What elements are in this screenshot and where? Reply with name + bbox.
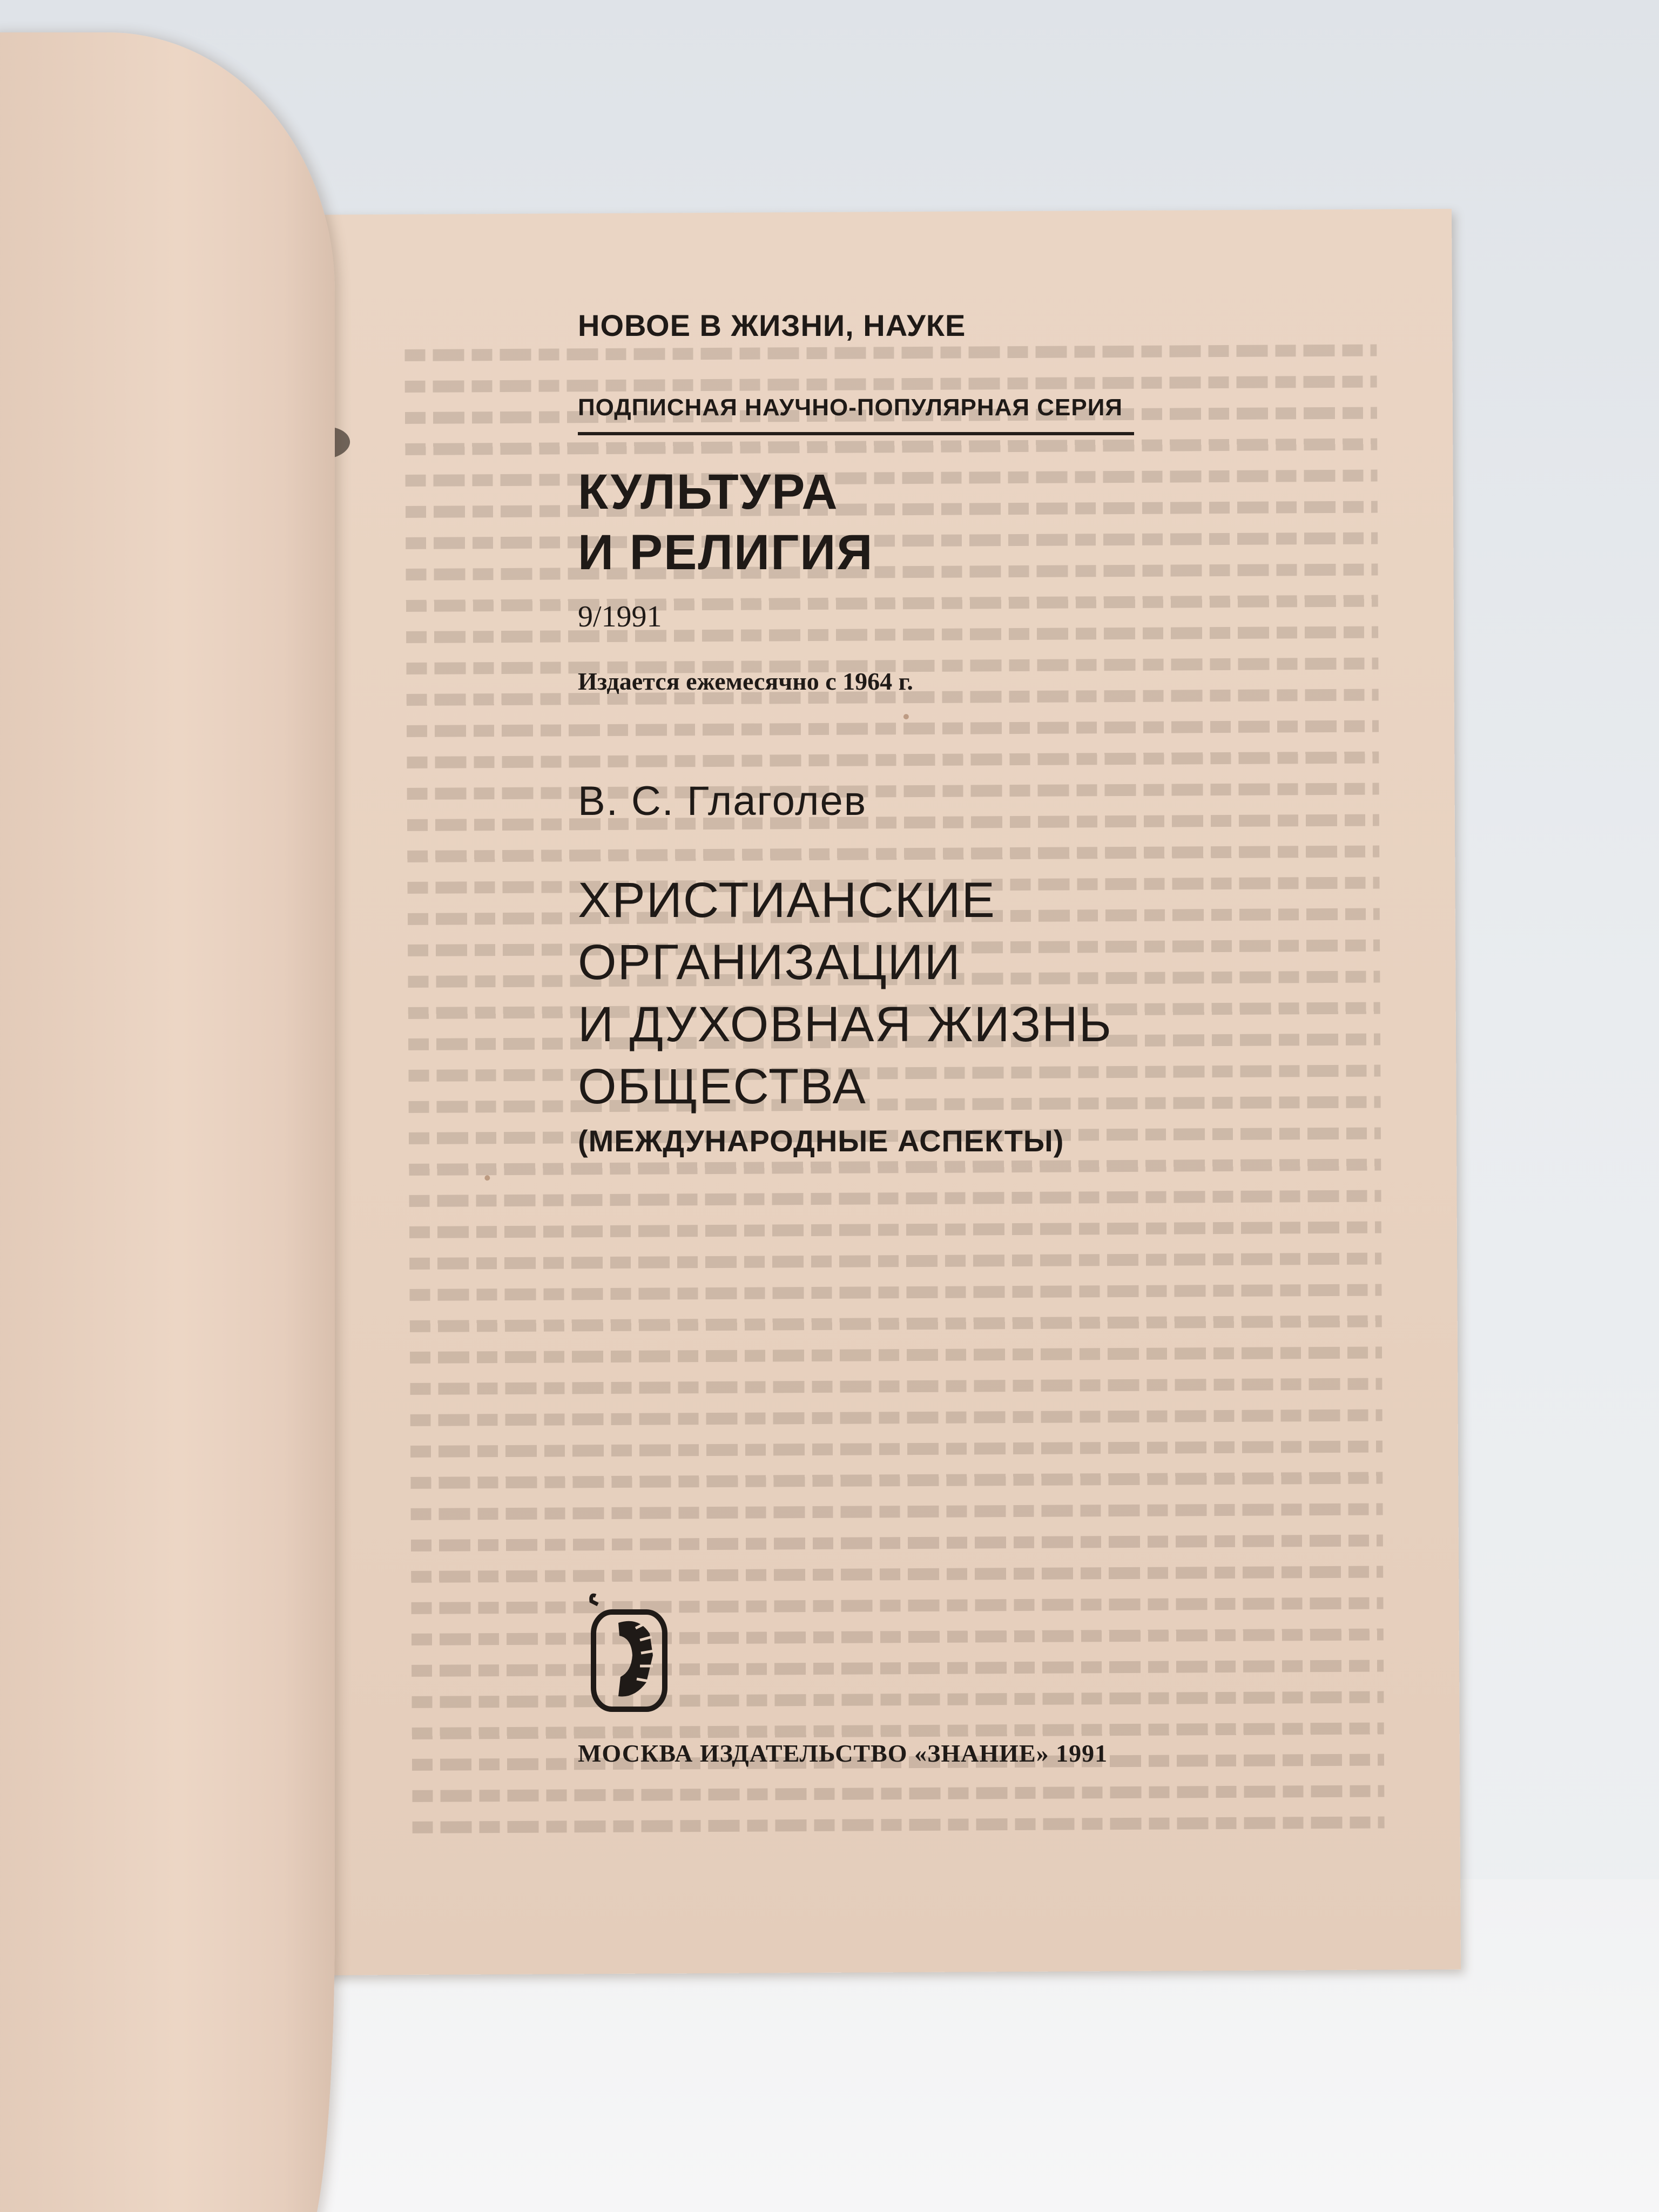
publisher-logo-icon: [586, 1590, 672, 1715]
series-divider: [578, 432, 1134, 435]
paper-speck: [484, 1175, 490, 1181]
series-subtitle: ПОДПИСНАЯ НАУЧНО-ПОПУЛЯРНАЯ СЕРИЯ: [578, 394, 1123, 421]
left-page-curl: [0, 32, 335, 2212]
book-subtitle: (МЕЖДУНАРОДНЫЕ АСПЕКТЫ): [578, 1124, 1064, 1158]
author-name: В. С. Глаголев: [578, 778, 867, 824]
series-name: НОВОЕ В ЖИЗНИ, НАУКЕ: [578, 308, 966, 342]
publication-frequency: Издается ежемесячно с 1964 г.: [578, 667, 913, 695]
publisher-imprint: МОСКВА ИЗДАТЕЛЬСТВО «ЗНАНИЕ» 1991: [578, 1739, 1108, 1767]
collection-title: КУЛЬТУРА И РЕЛИГИЯ: [578, 464, 874, 580]
paper-speck: [903, 714, 909, 719]
issue-number: 9/1991: [578, 600, 662, 633]
book-title: ХРИСТИАНСКИЕ ОРГАНИЗАЦИИ И ДУХОВНАЯ ЖИЗНЬ ОБЩЕСТВА: [578, 873, 1112, 1114]
